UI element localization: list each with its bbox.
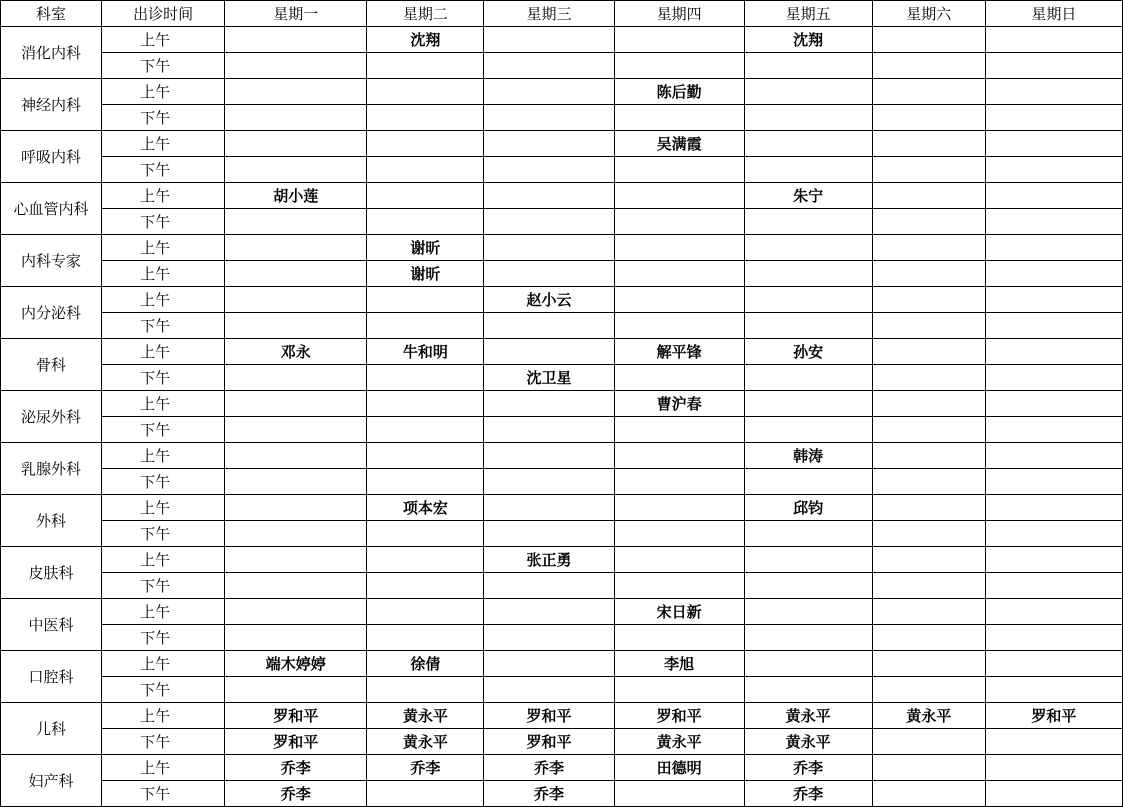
doctor-cell xyxy=(484,521,614,547)
doctor-cell xyxy=(872,27,985,53)
department-cell: 消化内科 xyxy=(1,27,102,79)
doctor-cell: 田德明 xyxy=(614,755,744,781)
doctor-cell xyxy=(367,781,484,807)
doctor-cell xyxy=(367,365,484,391)
doctor-cell xyxy=(225,625,367,651)
session-cell: 下午 xyxy=(102,469,225,495)
doctor-cell xyxy=(225,443,367,469)
doctor-cell xyxy=(744,365,872,391)
doctor-cell xyxy=(367,313,484,339)
doctor-cell xyxy=(614,417,744,443)
column-header: 科室 xyxy=(1,1,102,27)
doctor-cell xyxy=(872,313,985,339)
session-cell: 上午 xyxy=(102,261,225,287)
doctor-cell xyxy=(985,391,1122,417)
doctor-cell: 吴满霞 xyxy=(614,131,744,157)
doctor-cell xyxy=(484,183,614,209)
doctor-cell xyxy=(367,443,484,469)
session-cell: 下午 xyxy=(102,573,225,599)
doctor-cell xyxy=(872,105,985,131)
department-cell: 泌尿外科 xyxy=(1,391,102,443)
table-row xyxy=(1,443,1123,469)
doctor-cell xyxy=(985,235,1122,261)
doctor-cell xyxy=(744,599,872,625)
doctor-cell: 解平锋 xyxy=(614,339,744,365)
session-cell: 下午 xyxy=(102,105,225,131)
doctor-cell xyxy=(367,209,484,235)
session-cell: 下午 xyxy=(102,313,225,339)
doctor-cell xyxy=(744,677,872,703)
doctor-cell xyxy=(614,209,744,235)
doctor-cell xyxy=(872,391,985,417)
doctor-cell xyxy=(872,755,985,781)
doctor-cell xyxy=(614,157,744,183)
doctor-cell xyxy=(614,443,744,469)
doctor-cell xyxy=(367,625,484,651)
doctor-cell xyxy=(225,391,367,417)
session-cell: 上午 xyxy=(102,79,225,105)
doctor-cell xyxy=(484,573,614,599)
table-row xyxy=(1,235,1123,261)
session-cell: 下午 xyxy=(102,365,225,391)
department-cell: 外科 xyxy=(1,495,102,547)
doctor-cell xyxy=(872,287,985,313)
doctor-cell xyxy=(985,79,1122,105)
doctor-cell xyxy=(225,573,367,599)
doctor-cell: 谢昕 xyxy=(367,235,484,261)
session-cell: 下午 xyxy=(102,157,225,183)
doctor-cell xyxy=(744,105,872,131)
doctor-cell xyxy=(614,677,744,703)
column-header: 星期四 xyxy=(614,1,744,27)
doctor-cell xyxy=(367,157,484,183)
session-cell: 上午 xyxy=(102,703,225,729)
doctor-cell xyxy=(744,261,872,287)
table-row xyxy=(1,287,1123,313)
doctor-cell: 李旭 xyxy=(614,651,744,677)
doctor-cell: 罗和平 xyxy=(985,703,1122,729)
table-row xyxy=(1,157,1123,183)
session-cell: 下午 xyxy=(102,729,225,755)
doctor-cell: 罗和平 xyxy=(225,729,367,755)
doctor-cell xyxy=(225,131,367,157)
doctor-cell xyxy=(367,53,484,79)
doctor-cell xyxy=(367,469,484,495)
table-row xyxy=(1,781,1123,807)
doctor-cell xyxy=(985,755,1122,781)
session-cell: 上午 xyxy=(102,235,225,261)
column-header: 星期二 xyxy=(367,1,484,27)
doctor-cell xyxy=(744,469,872,495)
doctor-cell xyxy=(484,599,614,625)
doctor-cell xyxy=(985,365,1122,391)
doctor-cell xyxy=(484,209,614,235)
doctor-cell xyxy=(744,287,872,313)
session-cell: 上午 xyxy=(102,755,225,781)
doctor-cell xyxy=(484,495,614,521)
doctor-cell xyxy=(367,573,484,599)
doctor-cell: 韩涛 xyxy=(744,443,872,469)
department-cell: 神经内科 xyxy=(1,79,102,131)
doctor-cell xyxy=(744,53,872,79)
doctor-cell xyxy=(614,781,744,807)
doctor-cell xyxy=(484,261,614,287)
doctor-cell xyxy=(367,183,484,209)
department-cell: 内分泌科 xyxy=(1,287,102,339)
doctor-cell xyxy=(484,339,614,365)
doctor-cell: 黄永平 xyxy=(744,703,872,729)
department-cell: 骨科 xyxy=(1,339,102,391)
table-row xyxy=(1,469,1123,495)
column-header: 星期一 xyxy=(225,1,367,27)
header-row xyxy=(1,1,1123,27)
doctor-cell xyxy=(367,391,484,417)
doctor-cell xyxy=(484,27,614,53)
doctor-cell xyxy=(744,521,872,547)
doctor-cell xyxy=(872,443,985,469)
doctor-cell: 沈翔 xyxy=(367,27,484,53)
doctor-cell xyxy=(225,53,367,79)
doctor-cell: 牛和明 xyxy=(367,339,484,365)
doctor-cell xyxy=(484,79,614,105)
session-cell: 上午 xyxy=(102,27,225,53)
table-row xyxy=(1,651,1123,677)
table-row xyxy=(1,599,1123,625)
doctor-cell xyxy=(225,313,367,339)
doctor-cell xyxy=(225,417,367,443)
doctor-cell: 罗和平 xyxy=(614,703,744,729)
doctor-cell xyxy=(614,313,744,339)
doctor-cell xyxy=(614,547,744,573)
table-row xyxy=(1,339,1123,365)
table-row xyxy=(1,495,1123,521)
table-row xyxy=(1,183,1123,209)
session-cell: 下午 xyxy=(102,417,225,443)
doctor-cell: 乔李 xyxy=(484,755,614,781)
doctor-cell xyxy=(614,573,744,599)
doctor-cell xyxy=(614,53,744,79)
table-row xyxy=(1,79,1123,105)
doctor-cell xyxy=(872,495,985,521)
doctor-cell xyxy=(225,521,367,547)
session-cell: 上午 xyxy=(102,443,225,469)
doctor-cell xyxy=(614,183,744,209)
doctor-cell xyxy=(614,469,744,495)
doctor-cell xyxy=(367,417,484,443)
doctor-cell xyxy=(872,53,985,79)
doctor-cell: 徐倩 xyxy=(367,651,484,677)
table-row xyxy=(1,105,1123,131)
table-row xyxy=(1,573,1123,599)
doctor-cell: 乔李 xyxy=(484,781,614,807)
doctor-cell xyxy=(872,157,985,183)
doctor-cell xyxy=(367,521,484,547)
doctor-cell xyxy=(367,105,484,131)
doctor-cell xyxy=(484,157,614,183)
doctor-cell: 沈翔 xyxy=(744,27,872,53)
doctor-cell xyxy=(484,53,614,79)
doctor-cell xyxy=(872,729,985,755)
session-cell: 上午 xyxy=(102,339,225,365)
department-cell: 皮肤科 xyxy=(1,547,102,599)
doctor-cell xyxy=(985,261,1122,287)
doctor-cell xyxy=(985,443,1122,469)
doctor-cell xyxy=(225,365,367,391)
doctor-cell xyxy=(484,417,614,443)
doctor-cell xyxy=(985,209,1122,235)
doctor-cell xyxy=(614,261,744,287)
table-row xyxy=(1,313,1123,339)
doctor-cell xyxy=(985,729,1122,755)
doctor-cell xyxy=(484,131,614,157)
department-cell: 心血管内科 xyxy=(1,183,102,235)
table-row xyxy=(1,729,1123,755)
doctor-cell xyxy=(744,157,872,183)
department-cell: 乳腺外科 xyxy=(1,443,102,495)
doctor-cell: 乔李 xyxy=(744,755,872,781)
doctor-cell xyxy=(225,27,367,53)
doctor-cell: 曹沪春 xyxy=(614,391,744,417)
doctor-cell xyxy=(872,183,985,209)
doctor-cell xyxy=(985,131,1122,157)
doctor-cell xyxy=(614,365,744,391)
doctor-cell xyxy=(985,599,1122,625)
doctor-cell xyxy=(872,417,985,443)
doctor-cell xyxy=(225,287,367,313)
doctor-cell: 黄永平 xyxy=(367,729,484,755)
doctor-cell xyxy=(614,105,744,131)
doctor-cell xyxy=(225,209,367,235)
doctor-cell xyxy=(484,391,614,417)
doctor-cell xyxy=(872,599,985,625)
session-cell: 上午 xyxy=(102,287,225,313)
doctor-cell: 乔李 xyxy=(367,755,484,781)
doctor-cell xyxy=(872,365,985,391)
session-cell: 下午 xyxy=(102,677,225,703)
table-row xyxy=(1,521,1123,547)
doctor-cell xyxy=(614,235,744,261)
doctor-cell xyxy=(484,443,614,469)
doctor-cell: 赵小云 xyxy=(484,287,614,313)
doctor-cell xyxy=(614,521,744,547)
doctor-cell xyxy=(614,625,744,651)
session-cell: 下午 xyxy=(102,53,225,79)
session-cell: 上午 xyxy=(102,547,225,573)
doctor-cell xyxy=(484,651,614,677)
column-header: 星期三 xyxy=(484,1,614,27)
department-cell: 口腔科 xyxy=(1,651,102,703)
doctor-cell: 黄永平 xyxy=(367,703,484,729)
column-header: 星期五 xyxy=(744,1,872,27)
doctor-cell xyxy=(872,339,985,365)
doctor-cell xyxy=(484,677,614,703)
doctor-cell xyxy=(225,261,367,287)
table-row xyxy=(1,755,1123,781)
doctor-cell xyxy=(744,547,872,573)
doctor-cell xyxy=(872,521,985,547)
doctor-cell: 乔李 xyxy=(225,755,367,781)
table-row xyxy=(1,391,1123,417)
doctor-cell: 黄永平 xyxy=(872,703,985,729)
doctor-cell: 端木婷婷 xyxy=(225,651,367,677)
doctor-cell xyxy=(614,495,744,521)
doctor-cell xyxy=(225,677,367,703)
column-header: 出诊时间 xyxy=(102,1,225,27)
doctor-cell: 陈后勤 xyxy=(614,79,744,105)
doctor-cell: 罗和平 xyxy=(225,703,367,729)
table-row xyxy=(1,417,1123,443)
doctor-cell xyxy=(744,79,872,105)
department-cell: 儿科 xyxy=(1,703,102,755)
doctor-cell xyxy=(225,79,367,105)
doctor-cell xyxy=(985,183,1122,209)
doctor-cell: 黄永平 xyxy=(614,729,744,755)
doctor-cell xyxy=(985,417,1122,443)
table-row xyxy=(1,261,1123,287)
table-row xyxy=(1,677,1123,703)
doctor-cell xyxy=(484,105,614,131)
doctor-cell xyxy=(985,53,1122,79)
table-row xyxy=(1,27,1123,53)
doctor-cell xyxy=(367,287,484,313)
doctor-cell xyxy=(367,677,484,703)
table-row xyxy=(1,547,1123,573)
doctor-cell xyxy=(484,625,614,651)
doctor-cell xyxy=(367,79,484,105)
doctor-cell xyxy=(744,417,872,443)
session-cell: 上午 xyxy=(102,651,225,677)
doctor-cell xyxy=(367,131,484,157)
doctor-cell xyxy=(985,521,1122,547)
doctor-cell xyxy=(744,573,872,599)
doctor-cell: 项本宏 xyxy=(367,495,484,521)
doctor-cell: 胡小莲 xyxy=(225,183,367,209)
session-cell: 下午 xyxy=(102,781,225,807)
doctor-cell xyxy=(985,495,1122,521)
doctor-cell xyxy=(225,235,367,261)
column-header: 星期日 xyxy=(985,1,1122,27)
doctor-cell xyxy=(985,313,1122,339)
doctor-cell xyxy=(985,547,1122,573)
doctor-cell: 罗和平 xyxy=(484,703,614,729)
doctor-cell xyxy=(225,495,367,521)
session-cell: 上午 xyxy=(102,183,225,209)
doctor-cell xyxy=(872,469,985,495)
doctor-cell xyxy=(872,235,985,261)
doctor-cell: 邓永 xyxy=(225,339,367,365)
doctor-cell xyxy=(744,625,872,651)
doctor-cell: 乔李 xyxy=(744,781,872,807)
doctor-cell xyxy=(872,677,985,703)
doctor-cell: 谢昕 xyxy=(367,261,484,287)
doctor-cell xyxy=(985,573,1122,599)
doctor-cell: 孙安 xyxy=(744,339,872,365)
doctor-cell: 邱钧 xyxy=(744,495,872,521)
doctor-cell xyxy=(614,287,744,313)
doctor-cell xyxy=(872,209,985,235)
department-cell: 中医科 xyxy=(1,599,102,651)
doctor-cell xyxy=(985,105,1122,131)
doctor-cell xyxy=(985,339,1122,365)
department-cell: 呼吸内科 xyxy=(1,131,102,183)
doctor-cell xyxy=(872,131,985,157)
doctor-cell xyxy=(744,313,872,339)
doctor-cell xyxy=(744,131,872,157)
doctor-cell xyxy=(985,781,1122,807)
doctor-cell xyxy=(872,79,985,105)
doctor-cell xyxy=(985,677,1122,703)
session-cell: 下午 xyxy=(102,209,225,235)
doctor-cell xyxy=(985,27,1122,53)
schedule-body xyxy=(1,27,1123,807)
doctor-cell xyxy=(985,469,1122,495)
doctor-cell: 乔李 xyxy=(225,781,367,807)
session-cell: 上午 xyxy=(102,495,225,521)
doctor-cell: 沈卫星 xyxy=(484,365,614,391)
doctor-cell xyxy=(985,651,1122,677)
table-row xyxy=(1,703,1123,729)
doctor-cell xyxy=(367,599,484,625)
department-cell: 内科专家 xyxy=(1,235,102,287)
doctor-cell xyxy=(985,287,1122,313)
doctor-cell: 宋日新 xyxy=(614,599,744,625)
doctor-cell xyxy=(484,235,614,261)
doctor-cell xyxy=(985,625,1122,651)
doctor-cell xyxy=(872,781,985,807)
table-row xyxy=(1,209,1123,235)
session-cell: 上午 xyxy=(102,391,225,417)
department-cell: 妇产科 xyxy=(1,755,102,807)
column-header: 星期六 xyxy=(872,1,985,27)
doctor-cell xyxy=(225,105,367,131)
doctor-cell xyxy=(225,469,367,495)
doctor-cell xyxy=(225,547,367,573)
doctor-cell xyxy=(985,157,1122,183)
doctor-cell xyxy=(872,625,985,651)
session-cell: 上午 xyxy=(102,599,225,625)
doctor-cell xyxy=(744,209,872,235)
table-row xyxy=(1,131,1123,157)
session-cell: 下午 xyxy=(102,625,225,651)
doctor-cell xyxy=(872,547,985,573)
doctor-cell: 黄永平 xyxy=(744,729,872,755)
doctor-cell xyxy=(614,27,744,53)
doctor-cell xyxy=(744,391,872,417)
doctor-cell: 朱宁 xyxy=(744,183,872,209)
doctor-cell xyxy=(225,599,367,625)
table-row xyxy=(1,365,1123,391)
doctor-cell xyxy=(225,157,367,183)
doctor-cell xyxy=(744,651,872,677)
doctor-cell xyxy=(872,261,985,287)
session-cell: 上午 xyxy=(102,131,225,157)
table-row xyxy=(1,53,1123,79)
doctor-cell xyxy=(367,547,484,573)
doctor-cell xyxy=(744,235,872,261)
doctor-cell xyxy=(872,651,985,677)
doctor-cell xyxy=(484,469,614,495)
table-row xyxy=(1,625,1123,651)
doctor-cell xyxy=(872,573,985,599)
doctor-cell: 张正勇 xyxy=(484,547,614,573)
session-cell: 下午 xyxy=(102,521,225,547)
doctor-cell: 罗和平 xyxy=(484,729,614,755)
doctor-cell xyxy=(484,313,614,339)
